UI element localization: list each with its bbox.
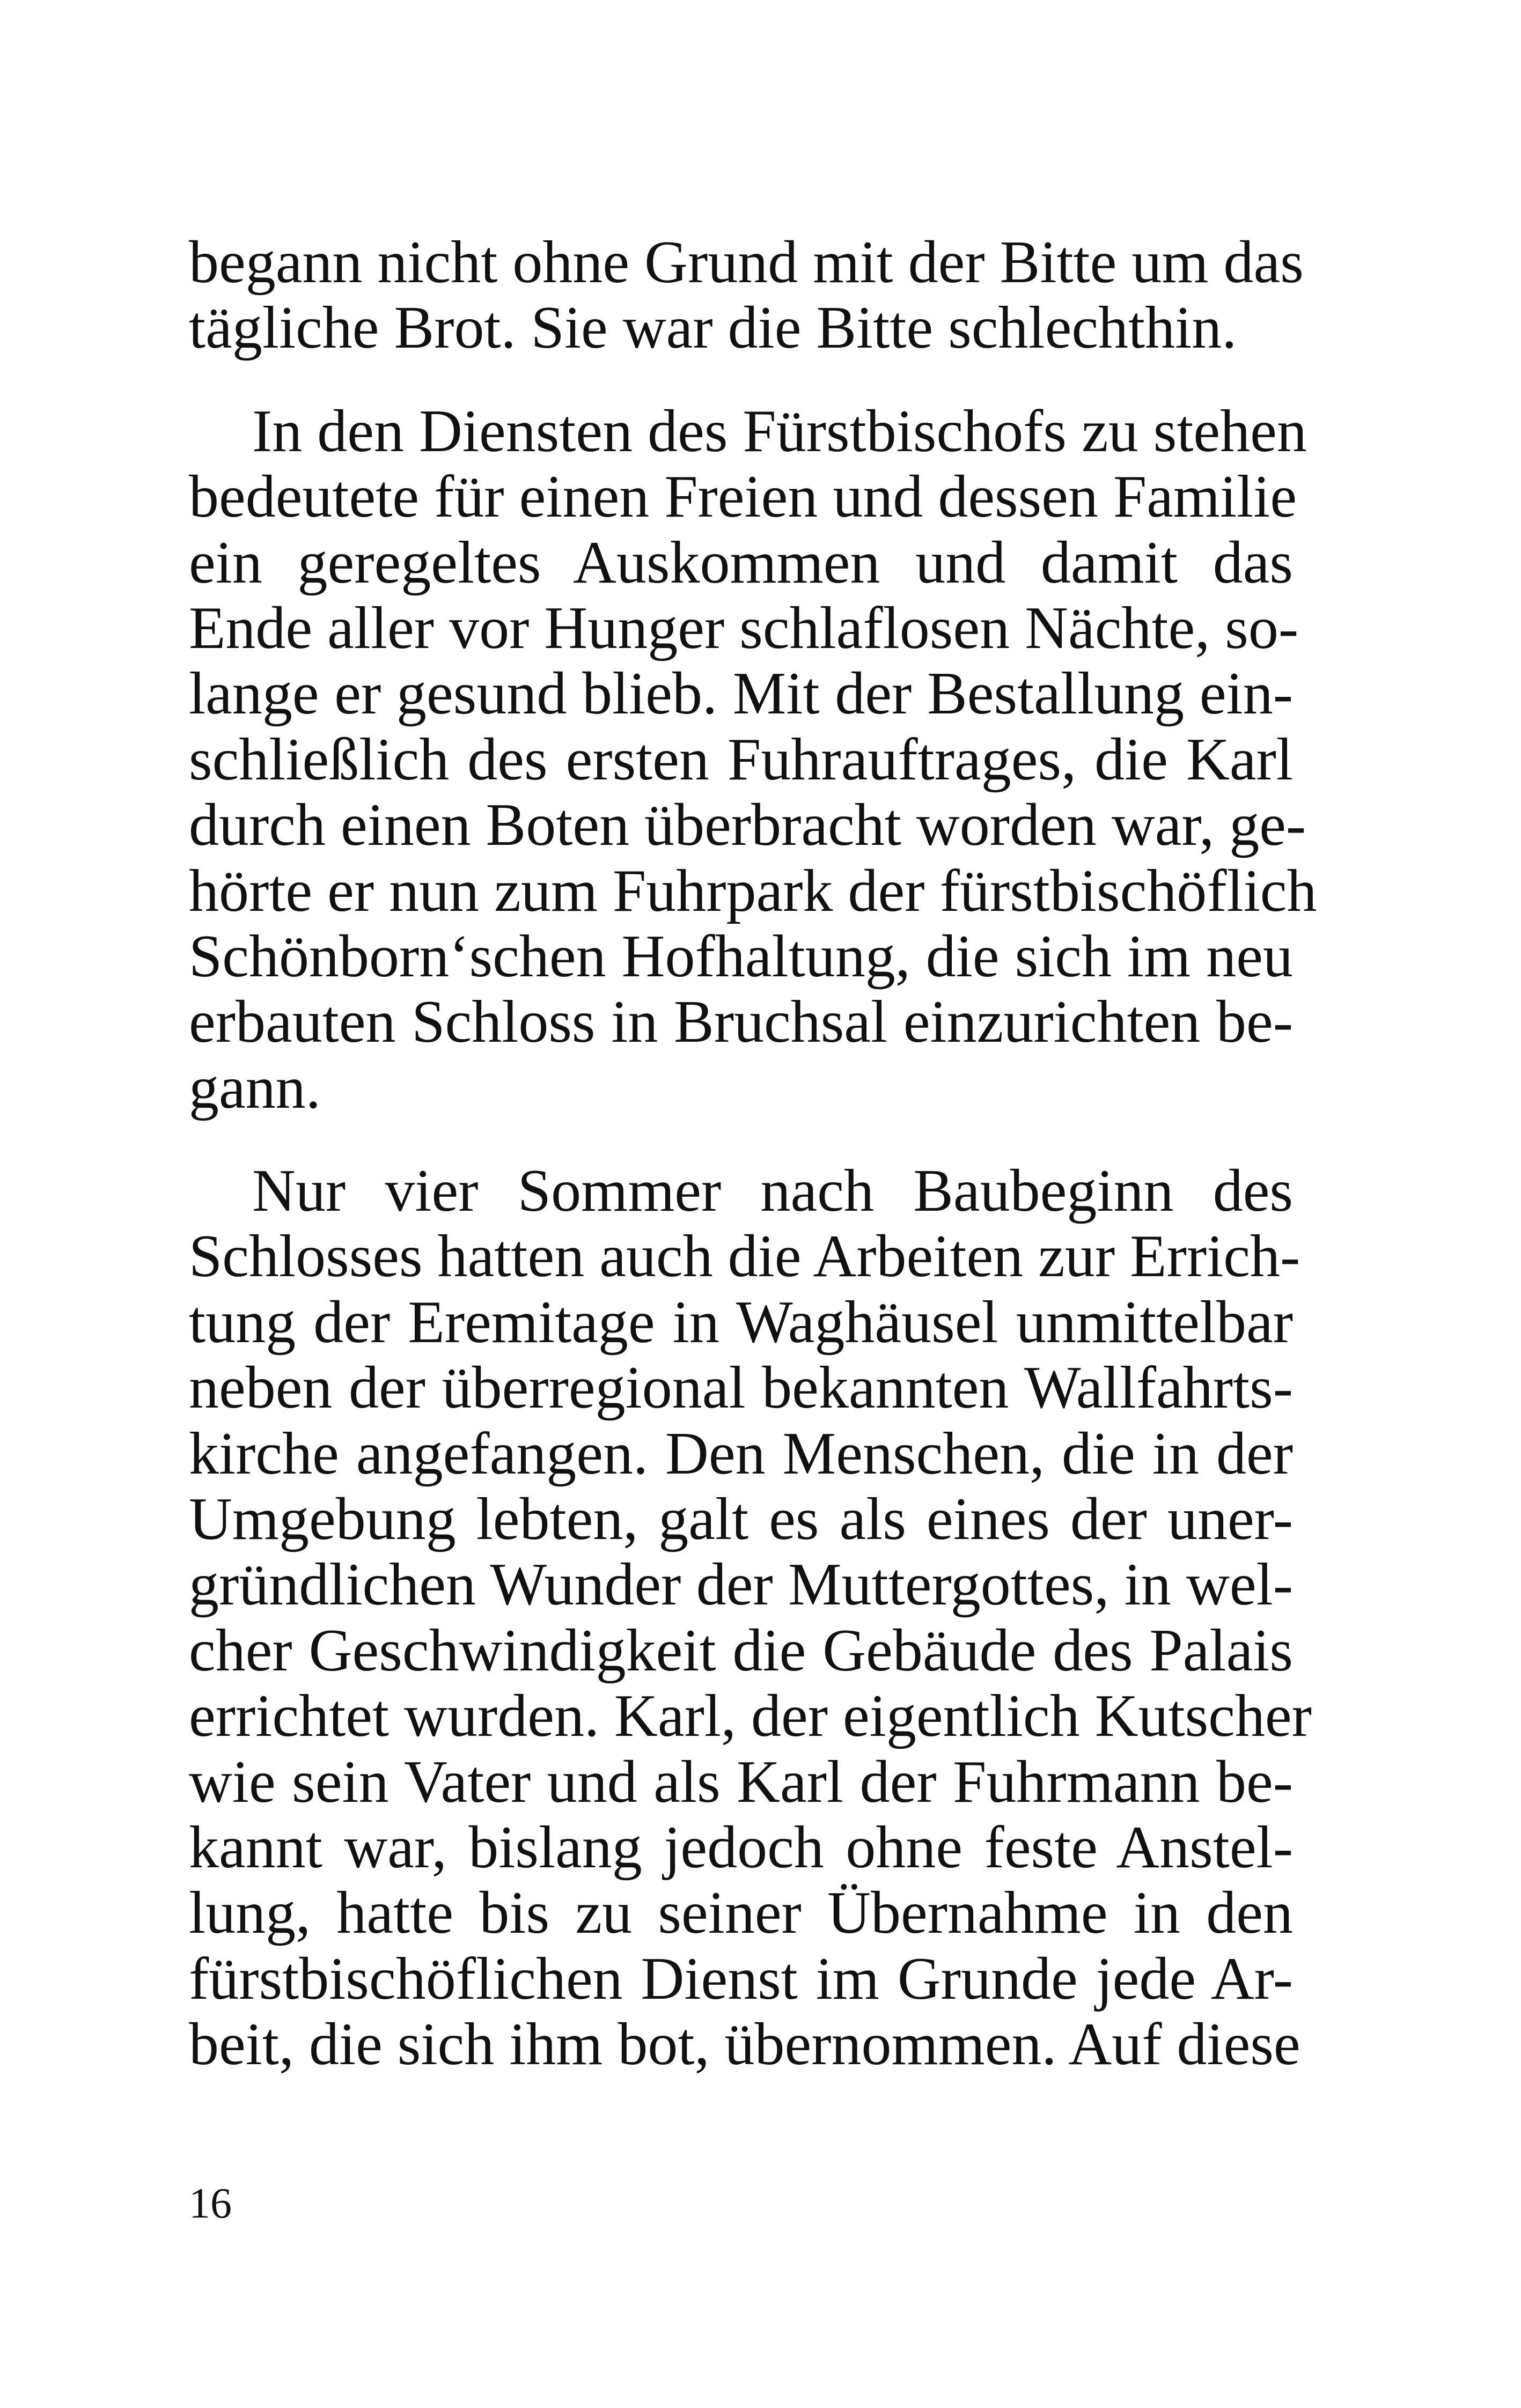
text-line: Ende aller vor Hunger schlaflosen Nächte, so- [189,594,1299,661]
paragraph [189,1158,1312,2078]
text-line: In den Diensten des Fürstbischofs zu stehen [252,397,1307,465]
text-line: lange er gesund blieb. Mit der Bestallung ein- [189,660,1293,727]
text-line: durch einen Boten überbracht worden war, ge- [189,792,1306,859]
text-line: gann. [189,1054,321,1121]
text-line: ein geregeltes Auskommen und damit das [189,529,1293,596]
text-line: wie sein Vater und als Karl der Fuhrmann be- [189,1748,1293,1815]
text-line: bedeutete für einen Freien und dessen Familie [189,463,1297,531]
paragraph [189,397,1317,1121]
text-line: gründlichen Wunder der Muttergottes, in wel- [189,1551,1293,1618]
text-line: kirche angefangen. Den Menschen, die in der [189,1420,1293,1487]
text-line: neben der überregional bekannten Wallfahrts- [189,1354,1293,1422]
text-line: tung der Eremitage in Waghäusel unmittelbar [189,1288,1293,1356]
text-line: errichtet wurden. Karl, der eigentlich Kutscher [189,1683,1312,1750]
text-line: hörte er nun zum Fuhrpark der fürstbischöflich [189,857,1317,924]
text-line: schließlich des ersten Fuhrauftrages, die Karl [189,726,1293,793]
text-line: begann nicht ohne Grund mit der Bitte um das [189,229,1304,296]
book-page-text [189,229,1317,2078]
text-line: Schönborn‘schen Hofhaltung, die sich im neu [189,923,1293,990]
page-number: 16 [189,2180,232,2227]
text-line: erbauten Schloss in Bruchsal einzurichten be- [189,989,1293,1056]
paragraph [189,229,1304,362]
text-line: kannt war, bislang jedoch ohne feste Anstel- [189,1814,1293,1881]
text-line: Nur vier Sommer nach Baubeginn des [252,1158,1293,1225]
text-line: lung, hatte bis zu seiner Übernahme in den [189,1880,1293,1947]
text-line: Umgebung lebten, galt es als eines der uner- [189,1486,1293,1553]
text-line: fürstbischöflichen Dienst im Grunde jede Ar- [189,1945,1293,2012]
text-line: beit, die sich ihm bot, übernommen. Auf diese [189,2011,1300,2078]
text-line: cher Geschwindigkeit die Gebäude des Palais [189,1617,1293,1684]
text-line: Schlosses hatten auch die Arbeiten zur Errich- [189,1223,1300,1290]
text-line: tägliche Brot. Sie war die Bitte schlechthin. [189,294,1237,362]
